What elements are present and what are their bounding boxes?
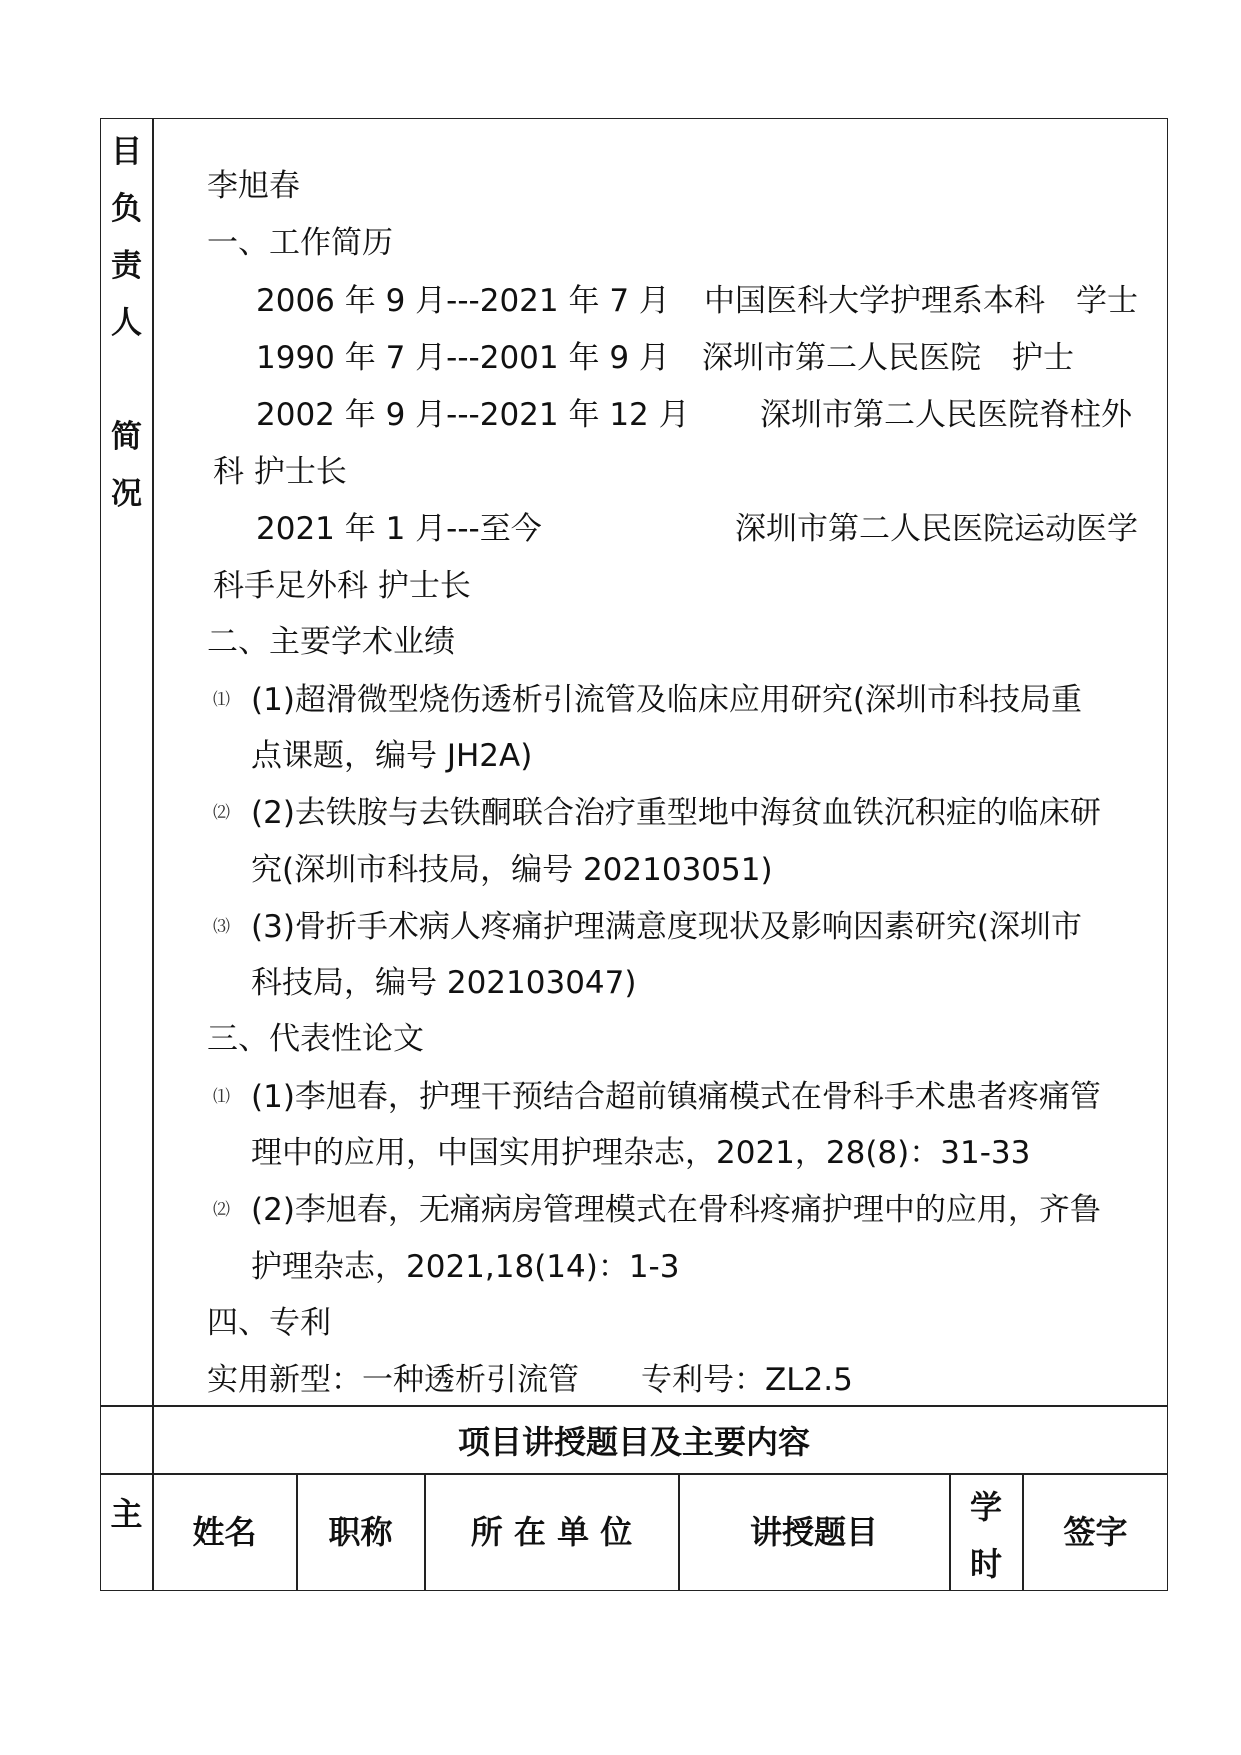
work-heading: 一、工作简历	[207, 225, 393, 261]
list-marker: ⑵	[213, 1200, 230, 1220]
paper-item-line: 理中的应用，中国实用护理杂志，2021，28(8)：31-33	[251, 1135, 1031, 1171]
work-period: 1990 年 7 月---2001 年 9 月	[256, 340, 670, 376]
list-marker: ⑴	[213, 690, 230, 710]
divider-section-title-bottom	[100, 1473, 1168, 1475]
side-label-char: 简	[111, 419, 142, 455]
list-marker: ⑶	[213, 917, 230, 937]
side-label-lecturer: 主	[110, 1495, 143, 1533]
patent-line: 实用新型：一种透析引流管 专利号：ZL2.5	[207, 1362, 853, 1398]
col-header-hours	[950, 1479, 1022, 1593]
academic-item-line: (1)超滑微型烧伤透析引流管及临床应用研究(深圳市科技局重	[251, 682, 1083, 718]
work-detail-continued: 科 护士长	[213, 454, 347, 490]
side-label-char	[100, 352, 153, 409]
section-title: 项目讲授题目及主要内容	[457, 1423, 810, 1461]
academic-item-line: 科技局，编号 202103047)	[251, 965, 637, 1001]
side-label-char: 人	[111, 305, 142, 341]
academic-item-line: (2)去铁胺与去铁酮联合治疗重型地中海贫血铁沉积症的临床研	[251, 795, 1101, 831]
work-detail: 中国医科大学护理系本科 学士	[704, 283, 1138, 319]
work-detail: 深圳市第二人民医院脊柱外	[760, 397, 1132, 433]
work-period: 2002 年 9 月---2021 年 12 月	[256, 397, 690, 433]
col-header-topic: 讲授题目	[749, 1513, 878, 1551]
side-label-char: 负	[111, 191, 142, 227]
academic-item-line: 究(深圳市科技局，编号 202103051)	[251, 852, 773, 888]
profile-name: 李旭春	[207, 168, 300, 204]
col-header-unit: 所 在 单 位	[470, 1513, 633, 1551]
academic-heading: 二、主要学术业绩	[207, 624, 455, 660]
patent-heading: 四、专利	[207, 1305, 331, 1341]
work-detail: 深圳市第二人民医院 护士	[702, 340, 1074, 376]
side-label-char: 目	[111, 134, 142, 170]
academic-item-line: 点课题，编号 JH2A)	[251, 738, 533, 774]
work-detail-continued: 科手足外科 护士长	[213, 568, 471, 604]
papers-heading: 三、代表性论文	[207, 1021, 424, 1057]
col-header-hours-char: 时	[969, 1545, 1002, 1583]
work-detail: 深圳市第二人民医院运动医学	[735, 511, 1138, 547]
paper-item-line: 护理杂志，2021,18(14)：1-3	[251, 1249, 680, 1285]
paper-item-line: (1)李旭春，护理干预结合超前镇痛模式在骨科手术患者疼痛管	[251, 1079, 1101, 1115]
col-header-hours-char: 学	[969, 1488, 1002, 1526]
list-marker: ⑵	[213, 803, 230, 823]
col-header-signature: 签字	[1063, 1513, 1128, 1551]
col-header-title: 职称	[328, 1513, 393, 1551]
side-label-char: 况	[111, 476, 142, 512]
divider-profile-bottom	[100, 1405, 1168, 1407]
list-marker: ⑴	[213, 1087, 230, 1107]
work-period: 2021 年 1 月---至今	[256, 511, 542, 547]
academic-item-line: (3)骨折手术病人疼痛护理满意度现状及影响因素研究(深圳市	[251, 909, 1083, 945]
side-label-char: 责	[111, 248, 142, 284]
work-period: 2006 年 9 月---2021 年 7 月	[256, 283, 670, 319]
paper-item-line: (2)李旭春，无痛病房管理模式在骨科疼痛护理中的应用，齐鲁	[251, 1192, 1101, 1228]
side-label-profile	[100, 124, 153, 523]
col-header-name: 姓名	[192, 1513, 257, 1551]
